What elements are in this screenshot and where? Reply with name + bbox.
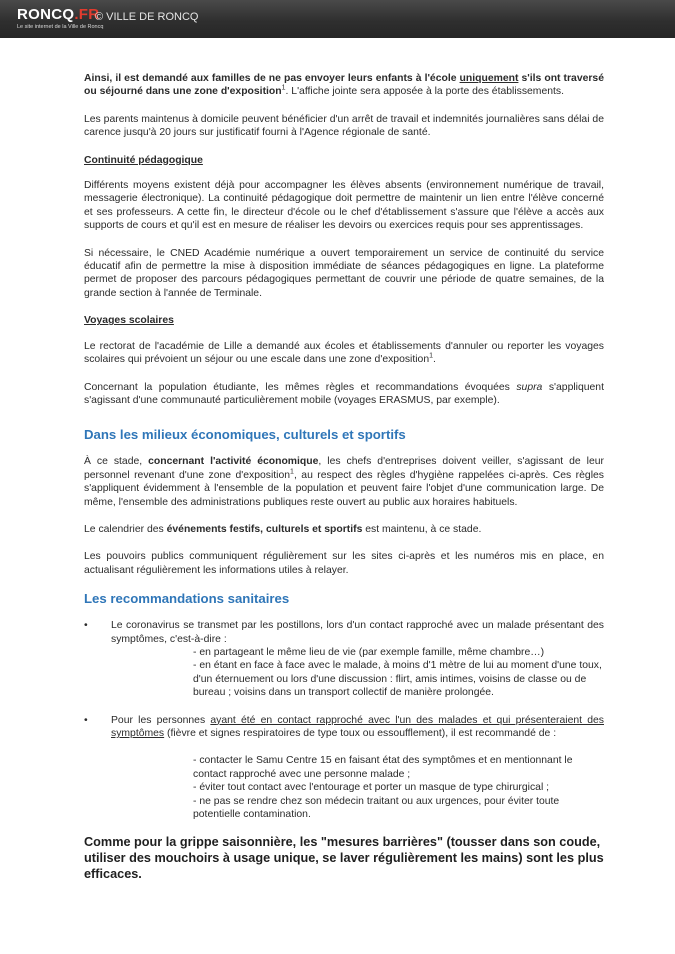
bullet2-b: (fièvre et signes respiratoires de type toux ou essoufflement), il est recommandé de : [164, 728, 557, 739]
site-header-bar [0, 0, 675, 38]
p8-a: Le calendrier des [84, 523, 167, 535]
p1-bold-b: s'ils ont traversé ou séjourné dans une zone d'exposition [84, 73, 604, 98]
p6-b: s'appliquent s'agissant d'une communauté particulièrement mobile (voyages ERASMUS, par exemple). [84, 381, 604, 406]
paragraph-cned: Si nécessaire, le CNED Académie numérique a ouvert temporairement un service de continuité du service éducatif afin de permettre la mise à disposition immédiate de séances pédagogiques en ligne. La plateforme permet de proposer des parcours pédagogiques permettant de couvrir une période de quatre semaines, de la grande section à l'année de Terminale. [84, 247, 604, 299]
logo-wordmark [17, 7, 103, 22]
logo-main-text: RONCQ [17, 6, 75, 23]
bullet2-intro [111, 714, 604, 741]
logo-tagline: Le site internet de la Ville de Roncq [17, 24, 104, 30]
document-page [84, 72, 604, 882]
bullet2-underlined: ayant été en contact rapproché avec l'un des malades et qui présenteraient des symptômes [111, 714, 604, 739]
p7-c: , au respect des règles d'hygiène rappelées ci-après. Ces règles s'appliquent évidemment à l'ensemble de la population et peuvent faire l'objet d'une communication large. De même, l'ensemble des administrations publiques reste ouvert au public aux horaires habituels. [84, 469, 604, 508]
sub-list-item: - en partageant le même lieu de vie (par exemple famille, même chambre…) [193, 646, 545, 658]
paragraph-continuite: Différents moyens existent déjà pour accompagner les élèves absents (environnement numérique de travail, messagerie électronique). La continuité pédagogique doit permettre de maintenir un lien entre l'élève concerné et ses professeurs. A cette fin, le directeur d'école ou le chef d'établissement s'assure que l'élève a accès aux supports de cours et qu'il est en mesure de réaliser les devoirs ou exercices requis pour ses apprentissages. [84, 180, 604, 232]
bullet2-a: Pour les personnes [111, 714, 211, 726]
p7-b: , les chefs d'entreprises doivent veiller, s'agissant de leur personnel revenant d'une zone d'exposition [84, 456, 604, 481]
bullet2-sublist [111, 754, 604, 821]
p1-bold-underlined: uniquement [459, 73, 519, 84]
sub-list-item: - éviter tout contact avec l'entourage et porter un masque de type chirurgical ; [193, 782, 550, 794]
p8-b: est maintenu, à ce stade. [362, 523, 482, 535]
section-heading-milieux: Dans les milieux économiques, culturels et sportifs [84, 427, 406, 443]
p7-a: À ce stade, [84, 456, 149, 468]
p6-a: Concernant la population étudiante, les mêmes règles et recommandations évoquées [84, 381, 517, 393]
p8-bold: événements festifs, culturels et sportifs [166, 523, 363, 535]
recommendations-list [84, 619, 604, 821]
paragraph-economique [84, 455, 604, 509]
site-logo[interactable] [17, 7, 103, 31]
list-item-transmission [84, 619, 604, 699]
p5-end: . [433, 354, 436, 366]
section-heading-recommandations: Les recommandations sanitaires [84, 591, 290, 607]
bullet1-intro: Le coronavirus se transmet par les postillons, lors d'un contact rapproché avec un malade présentant des symptômes, c'est-à-dire : [111, 620, 604, 645]
paragraph-calendrier [84, 523, 604, 536]
subheading-continuite: Continuité pédagogique [84, 154, 203, 166]
paragraph-voyages [84, 340, 604, 367]
logo-accent-text: .FR [74, 6, 100, 23]
footnote-ref: 1 [281, 84, 286, 92]
paragraph-pouvoirs-publics: Les pouvoirs publics communiquent régulièrement sur les sites ci-après et les numéros mis en place, en actualisant régulièrement les informations utiles à relayer. [84, 551, 604, 576]
sub-list-item: - contacter le Samu Centre 15 en faisant état des symptômes et en mentionnant le contact rapproché avec une personne malade ; [193, 755, 573, 780]
sub-list-item: - en étant en face à face avec le malade, à moins d'1 mètre de lui au moment d'une toux, d'un éternuement ou lors d'une discussion : flirt, amis intimes, voisins de classe ou de bureau ; voisins dans un transport collectif de manière prolongée. [193, 660, 602, 699]
p1-rest: . L'affiche jointe sera apposée à la porte des établissements. [285, 86, 564, 98]
subheading-voyages: Voyages scolaires [84, 315, 174, 327]
barrier-measures-statement: Comme pour la grippe saisonnière, les "mesures barrières" (tousser dans son coude, utiliser des mouchoirs à usage unique, se laver régulièrement les mains) sont les plus efficaces. [84, 835, 604, 881]
footnote-ref: 1 [290, 468, 294, 476]
list-item-contact [84, 714, 604, 822]
paragraph-parents: Les parents maintenus à domicile peuvent bénéficier d'un arrêt de travail et indemnités journalières sans délai de carence jusqu'à 20 jours sur justificatif fourni à l'Agence régionale de santé. [84, 113, 604, 139]
copyright-credit: © VILLE DE RONCQ [95, 11, 199, 23]
paragraph-etudiants [84, 381, 604, 408]
bullet1-sublist [111, 646, 604, 700]
p7-bold: concernant l'activité économique [148, 456, 319, 468]
sub-list-item: - ne pas se rendre chez son médecin traitant ou aux urgences, pour éviter toute potentielle contamination. [193, 795, 560, 821]
bullet-icon: • [84, 620, 88, 632]
p1-bold-a: Ainsi, il est demandé aux familles de ne pas envoyer leurs enfants à l'école [84, 73, 460, 84]
p6-italic: supra [516, 381, 543, 393]
p5-text: Le rectorat de l'académie de Lille a demandé aux écoles et établissements d'annuler ou reporter les voyages scolaires qui prévoient un séjour ou une escale dans une zone d'exposition [84, 340, 604, 366]
paragraph-exposure [84, 72, 604, 99]
bullet-icon: • [84, 714, 88, 726]
footnote-ref: 1 [429, 352, 434, 360]
